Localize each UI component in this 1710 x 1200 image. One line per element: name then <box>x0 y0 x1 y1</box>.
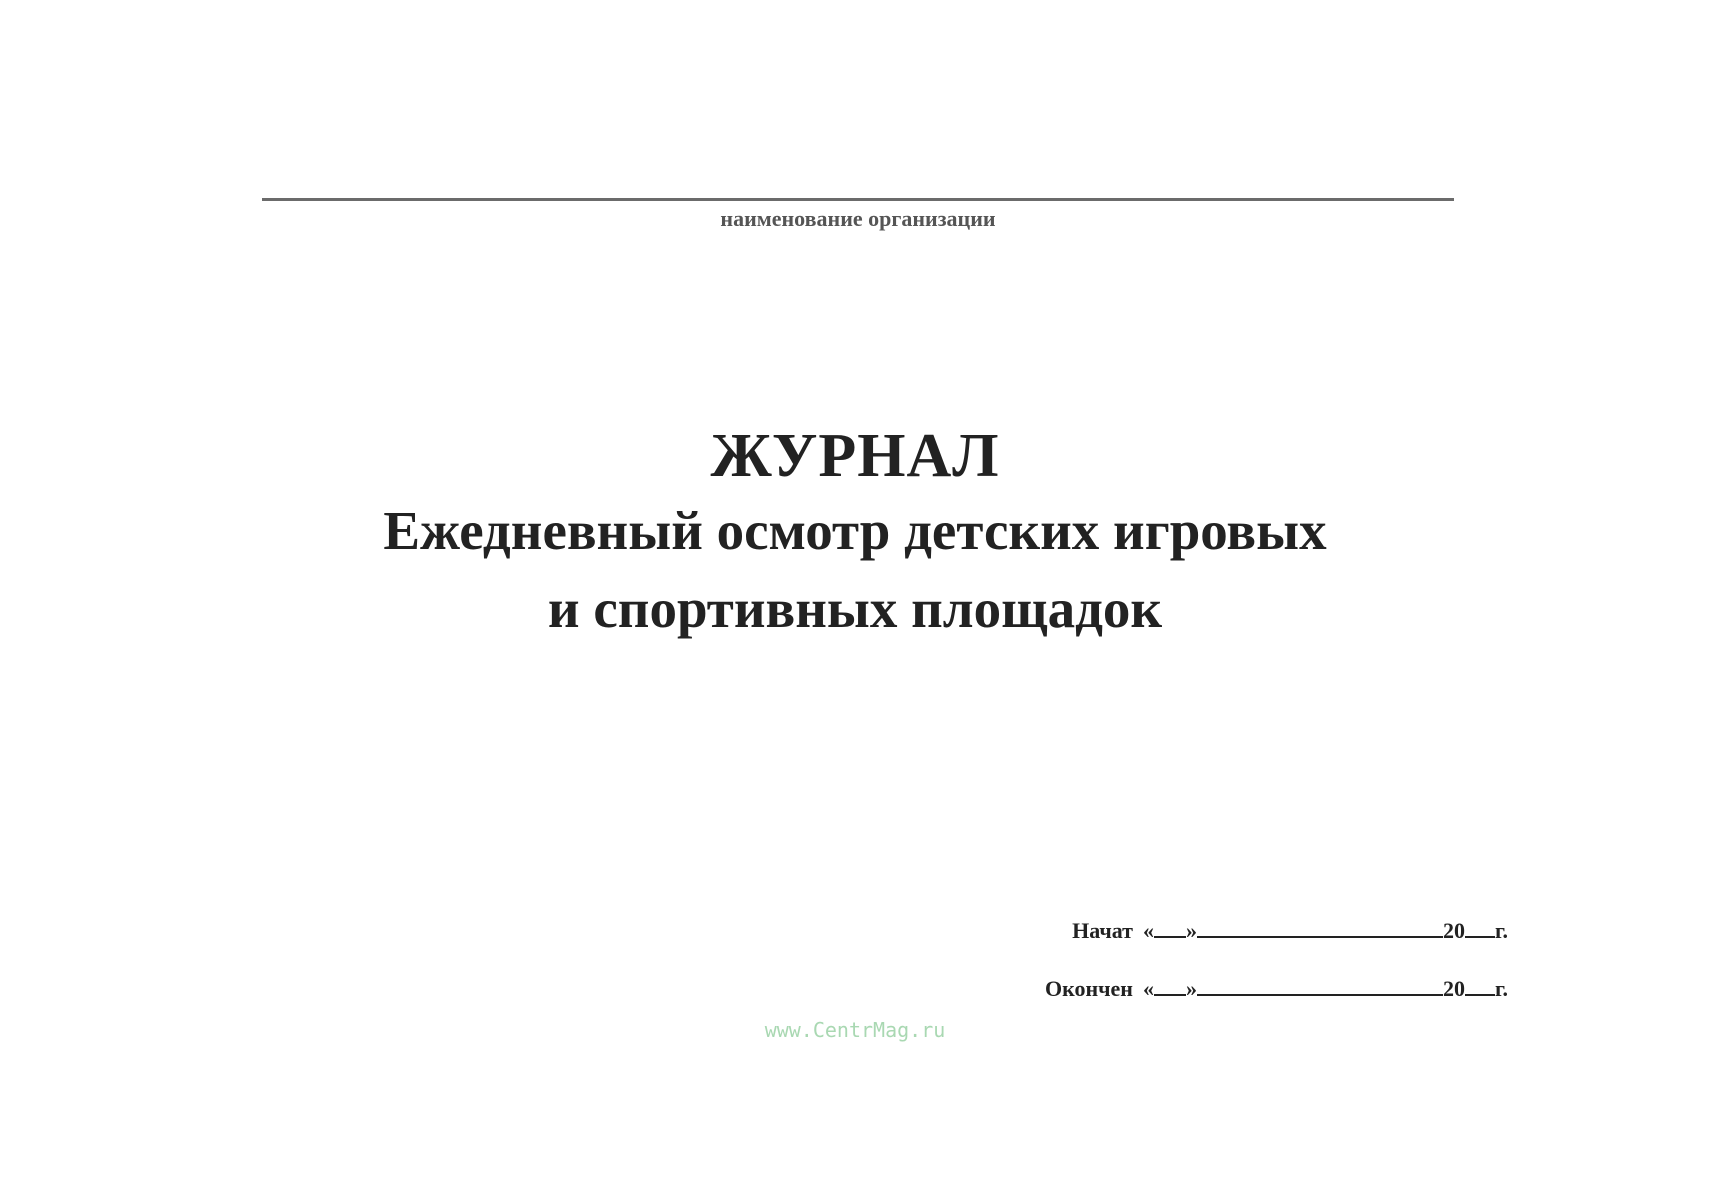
start-century: 20 <box>1442 918 1465 943</box>
start-day-blank <box>1154 918 1186 938</box>
end-day-blank <box>1154 976 1186 996</box>
end-year-blank <box>1465 976 1495 996</box>
journal-subtitle-line-1: Ежедневный осмотр детских игровых <box>383 500 1327 561</box>
journal-title-block <box>0 420 1710 648</box>
end-year-suffix: г. <box>1494 976 1508 1001</box>
organization-name-caption: наименование организации <box>720 206 996 231</box>
start-year-blank <box>1465 918 1495 938</box>
start-close-quote: » <box>1185 918 1197 943</box>
journal-subtitle-line-2: и спортивных площадок <box>547 578 1163 639</box>
end-close-quote: » <box>1185 976 1197 1001</box>
end-date-label: Окончен <box>1044 976 1133 1001</box>
start-year-suffix: г. <box>1494 918 1508 943</box>
watermark: www.CentrMag.ru <box>764 1018 946 1042</box>
end-open-quote: « <box>1142 976 1154 1001</box>
start-month-blank <box>1197 918 1443 938</box>
organization-name-line <box>262 198 1454 201</box>
start-date-label: Начат <box>1072 918 1133 943</box>
start-date-row <box>1072 918 1508 944</box>
end-month-blank <box>1197 976 1443 996</box>
start-open-quote: « <box>1142 918 1154 943</box>
journal-title: ЖУРНАЛ <box>710 422 1000 490</box>
end-date-row <box>1045 976 1508 1002</box>
end-century: 20 <box>1442 976 1465 1001</box>
